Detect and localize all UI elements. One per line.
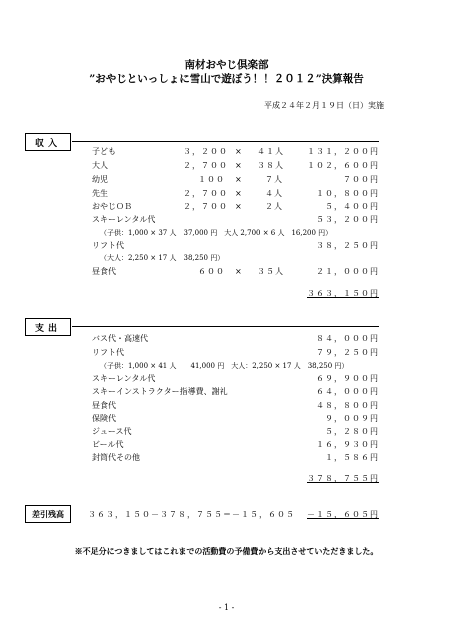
- income-row: [0, 188, 453, 200]
- unit-price: ２，７００: [183, 161, 228, 170]
- expense-row: [0, 333, 453, 345]
- expense-item-label: ビール代: [92, 440, 124, 449]
- expense-amount: ５，２８０円: [325, 427, 379, 436]
- expense-row: [0, 426, 453, 438]
- expense-section-label: 支出: [25, 318, 71, 336]
- income-amount: ３８，２５０円: [316, 241, 379, 250]
- income-row: [0, 174, 453, 186]
- head-count: ２人: [265, 202, 283, 211]
- income-note-row: [0, 252, 453, 264]
- income-breakdown-note: （大人：2,250 × 17 人 38,250 円）: [100, 254, 225, 262]
- income-item-label: おやじＯＢ: [92, 202, 132, 211]
- unit-price: ２，７００: [183, 189, 228, 198]
- expense-amount: １，５８６円: [325, 453, 379, 462]
- balance-formula: ３６３，１５０－３７８，７５５＝－１５，６０５: [88, 510, 295, 519]
- expense-row: [0, 400, 453, 412]
- expense-item-label: バス代・高速代: [92, 334, 148, 343]
- income-amount: ５，４００円: [325, 202, 379, 211]
- head-count: ３８人: [257, 161, 284, 170]
- income-item-label: 昼食代: [92, 267, 116, 276]
- income-row: [0, 201, 453, 213]
- unit-price: ３，２００: [183, 147, 228, 156]
- expense-row: [0, 413, 453, 425]
- expense-item-label: 封筒代その他: [92, 453, 140, 462]
- income-amount: １３１，２００円: [307, 147, 379, 156]
- income-item-label: リフト代: [92, 241, 124, 250]
- income-note-row: [0, 227, 453, 239]
- expense-item-label: 昼食代: [92, 401, 116, 410]
- income-amount: １０２，６００円: [307, 161, 379, 170]
- expense-item-label: スキーレンタル代: [92, 374, 156, 383]
- income-item-label: 幼児: [92, 175, 108, 184]
- expense-amount: ６４，０００円: [316, 387, 379, 396]
- expense-breakdown-note: （子供：1,000 × 41 人 41,000 円 大人：2,250 × 17 人 38,250 円）: [100, 362, 349, 370]
- times-sign: ×: [235, 189, 242, 198]
- expense-row: [0, 386, 453, 398]
- income-row: [0, 146, 453, 158]
- times-sign: ×: [235, 147, 242, 156]
- page-number: - 1 -: [218, 603, 235, 612]
- shortfall-note: ※不足分につきましてはこれまでの活動費の予備費から支出させていただきました。: [74, 546, 379, 556]
- times-sign: ×: [235, 202, 242, 211]
- head-count: ４人: [265, 189, 283, 198]
- times-sign: ×: [235, 161, 242, 170]
- expense-row: [0, 373, 453, 385]
- head-count: ７人: [265, 175, 283, 184]
- income-amount: ５３，２００円: [316, 215, 379, 224]
- unit-price: １００: [198, 175, 225, 184]
- head-count: ３５人: [257, 267, 284, 276]
- expense-row: [0, 347, 453, 359]
- income-row: [0, 160, 453, 172]
- unit-price: ６００: [198, 267, 225, 276]
- income-item-label: スキーレンタル代: [92, 215, 156, 224]
- income-total: ３６３，１５０円: [307, 289, 379, 298]
- expense-divider: [72, 326, 379, 327]
- times-sign: ×: [235, 175, 242, 184]
- income-amount: １０，８００円: [316, 189, 379, 198]
- income-item-label: 先生: [92, 189, 108, 198]
- expense-amount: １６，９３０円: [316, 440, 379, 449]
- expense-item-label: リフト代: [92, 348, 124, 357]
- income-item-label: 大人: [92, 161, 108, 170]
- income-breakdown-note: （子供：1,000 × 37 人 37,000 円 大人 2,700 × 6 人 16,200 円）: [100, 229, 333, 237]
- income-section-label: 収入: [25, 133, 71, 151]
- income-row: [0, 240, 453, 252]
- expense-amount: ９，００９円: [325, 414, 379, 423]
- expense-amount: ６９，９００円: [316, 374, 379, 383]
- expense-total: ３７８，７５５円: [307, 474, 379, 483]
- income-amount: ７００円: [343, 175, 379, 184]
- expense-amount: ４８，８００円: [316, 401, 379, 410]
- expense-row: [0, 452, 453, 464]
- head-count: ４１人: [257, 147, 284, 156]
- expense-item-label: ジュース代: [92, 427, 132, 436]
- event-date: 平成２４年２月１９日（日）実施: [264, 101, 384, 110]
- expense-row: [0, 439, 453, 451]
- income-row: [0, 266, 453, 278]
- expense-amount: ７９，２５０円: [316, 348, 379, 357]
- income-row: [0, 214, 453, 226]
- unit-price: ２，７００: [183, 202, 228, 211]
- income-divider: [72, 141, 379, 142]
- document-title: 南材おやじ倶楽部: [184, 59, 269, 71]
- balance-result: －１５，６０５円: [307, 510, 379, 519]
- balance-label: 差引残高: [25, 505, 71, 523]
- income-amount: ２１，０００円: [316, 267, 379, 276]
- expense-note-row: [0, 360, 453, 372]
- income-item-label: 子ども: [92, 147, 116, 156]
- times-sign: ×: [235, 267, 242, 276]
- document-subtitle: ”おやじといっしょに雪山で遊ぼう！！２０１２”決算報告: [89, 73, 364, 85]
- expense-amount: ８４，０００円: [316, 334, 379, 343]
- expense-item-label: 保険代: [92, 414, 116, 423]
- expense-item-label: スキーインストラクター指導費、謝礼: [92, 387, 228, 396]
